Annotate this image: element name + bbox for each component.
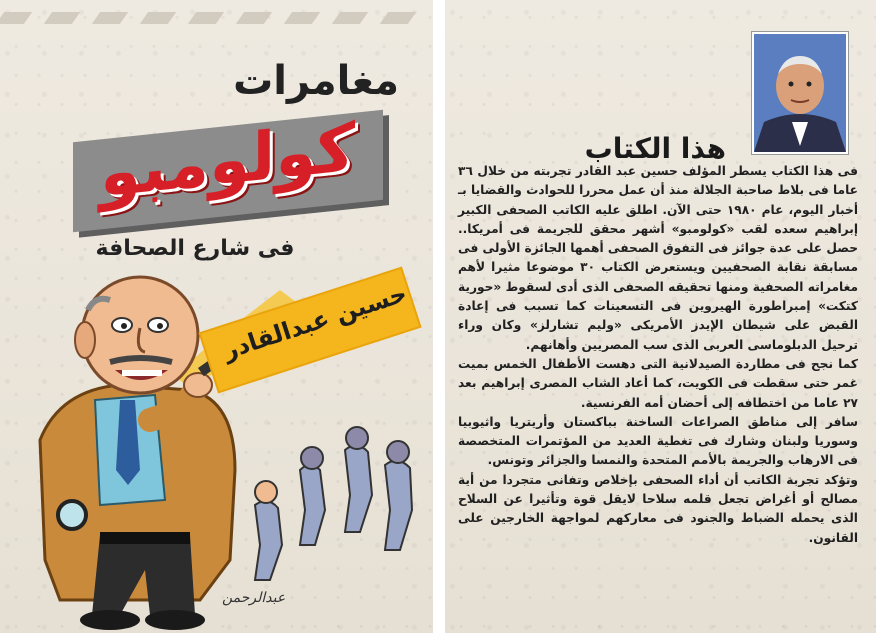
blurb-paragraph: سافر إلى مناطق الصراعات الساخنة بباكستان وأريتريا واثيوبيا وسوريا ولبنان وشارك فى تغطية العديد من المؤتمرات المتخصصة فى الارهاب والجريمة بالأمم المتحدة والنمسا والجزائر وتونس. xyxy=(458,414,858,468)
back-heading: هذا الكتاب xyxy=(584,132,726,165)
title-small: مغامرات xyxy=(233,58,399,104)
back-cover xyxy=(445,0,876,633)
page-gap xyxy=(433,0,445,633)
blurb-paragraph: كما نجح فى مطاردة الصيدلانية التى دهست الأطفال الخمس بميت غمر حتى سقطت فى الكويت، كما أعاد الشاب المصرى إبراهيم بعد ٢٧ عاما من اختطافه إلى أحضان أمه الفرنسية. xyxy=(458,356,858,410)
blurb-paragraph: وتؤكد تجربة الكاتب أن أداء الصحفى بإخلاص وتفانى متجردا من أية مصالح أو أغراض تجعل قلمه سلاحا لايقل قوة وتأثيرا عن السلاح الذى يحمله الضباط والجنود فى معاركهم لمواجهة الخارجين على القانون. xyxy=(458,472,858,545)
author-name: حسين عبدالقادر xyxy=(219,279,411,365)
illustrator-signature: عبدالرحمن xyxy=(222,590,286,606)
title-block xyxy=(55,108,415,228)
book-subtitle: فى شارع الصحافة xyxy=(95,236,295,261)
chevron-stripe xyxy=(0,8,433,30)
blurb-text xyxy=(458,162,858,548)
book-title: كولومبو xyxy=(99,108,356,213)
front-cover xyxy=(0,0,433,633)
author-photo xyxy=(752,32,848,154)
blurb-paragraph: فى هذا الكتاب يسطر المؤلف حسين عبد القادر تجربته من خلال ٣٦ عاما فى بلاط صاحبة الجلالة منذ أن عمل محررا للحوادث والقضايا بـ أخبار اليوم، عام ١٩٨٠ حتى الآن. اطلق عليه الكاتب الصحفى الكبير إبراهيم سعده لقب «كولومبو» أشهر محقق للجريمة فى أمريكا.. حصل على عدة جوائز فى التفوق الصحفى أهمها الجائزة الأولى فى مسابقة نقابة الصحفيين ويستعرض الكتاب ٣٠ موضوعا مثيرا لأهم مغامراته الصحفية ومنها تحقيقه الصحفى الذى أدى لسقوط «حورية كتكت» إمبراطورة الهيروين فى التسعينات كما تسبب فى إعادة القبض على شيطان الإيدز الأمريكى «وليم تشارلز» وكان وراء ترحيل الدبلوماسى العربى الذى سب المصريين وأهانهم. xyxy=(458,164,858,352)
